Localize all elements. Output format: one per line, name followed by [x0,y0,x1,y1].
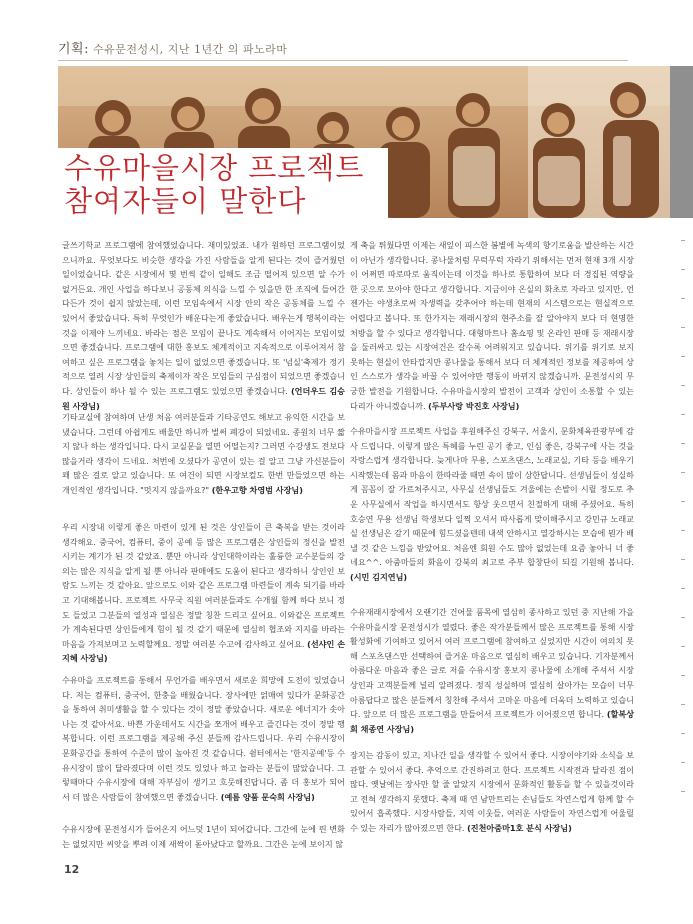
paragraph-left-2 [62,410,345,498]
paragraph-right-1 [350,238,634,413]
paragraph-text: 수유시장에 문전성시가 들어온지 어느덧 1년이 되어갑니다. 그간에 눈에 띈 변화는 없었지만 씨앗을 뿌려 이제 새싹이 돋아났다고 할까요. 그간은 눈에 보이지 않 [62,824,345,849]
photo-side-strip [670,66,693,218]
section-subtitle: 수유문전성시, 지난 1년간 의 파노라마 [93,43,288,56]
paragraph-text: 수유마을 프로젝트를 통해서 무언가를 배우면서 새로운 희망에 도전이 있었습니다. 저는 컴퓨터, 중국어, 한충을 배웠습니다. 장사에만 얽매여 있다가 문화공간을 통하여 취미생활을 할 수 있다는 것이 정말 좋았습니다. 새로운 에너지가 솟아나는 것 같아서요. 바쁜 가운데서도 시간을 쪼개어 배우고 즐긴다는 것이 정말 행복합니다. 이런 프로그램을 제공해 주신 분들께 감사드립니다. 우리 수유시장이 문화공간을 통하여 수준이 많이 높아진 것 같습니다. 쉼터에서는 '한지공예'등 수유시장이 많이 달라졌다며 이런 것도 있었나 하고 놀라는 분들이 많았습니다. 그렇때마다 수유시장에 대해 자부심이 생기고 흐뭇해진답니다. 좀 더 홍보가 되어서 더 많은 사람들이 참여했으면 좋겠습니다. [62,675,345,802]
section-header [58,38,658,57]
paragraph-left-1 [62,238,345,413]
page-number: 12 [64,863,80,876]
paragraph-author: (예름 양품 문숙희 사장님) [220,791,315,802]
paragraph-text: 게 축을 튀웠다면 이제는 새잎이 피스한 봄볕에 녹색의 향기로움을 발산하는 시간이 아닌가 생각합니다. 콩나물처럼 무럭무럭 자라기 위해서는 먼저 현재 3개 시장이 어쩌면 따로따로 움직이는데 이것을 하나로 통합하여 보다 더 경집된 역량을 한 곳으로 모아야 한다고 생각합니다. 지금이야 온실의 화초로 자라고 있지만, 언젠가는 야생초로써 자생력을 갖추어야 하는데 현재의 시스템으로는 현실적으로 어렵다고 봅니다. 또 한가지는 재래시장의 현주소를 잘 알아야지 보다 더 현명한 처방을 할 수 있다고 생각합니다. 대형마트나 홈쇼핑 및 온라인 판매 등 재래시장을 둘러싸고 있는 시장여건은 갈수록 어려워지고 있습니다. 위기를 위기로 보지 못하는 현실이 안타깝지만 콩나물을 통해서 보다 더 체계적인 정보를 제공하여 상인 스스로가 생각을 바꿀 수 있어야만 행동이 바뀌지 않겠습니까. 문전성시의 무궁한 발전을 기원합니다. 수유마을시장의 발전이 고객과 상인이 소통할 수 있는 다리가 아니겠습니까. [350,240,634,411]
title-line-2: 참여자들이 말한다 [64,184,307,218]
paragraph-author: (시민 김지연님) [350,571,408,582]
title-line-1: 수유마을시장 프로젝트 [64,151,365,185]
paragraph-left-4 [62,673,345,804]
paragraph-text: 수유재래시장에서 오랜기간 건어물 품목에 열심히 종사하고 있던 중 지난해 가을 수유마을시장 문전성시가 열렸다. 좋은 작가분들께서 많은 프로젝트를 통해 시장 활성화에 기여하고 있어서 여러 프로그램에 참여하고 싶었지만 시간이 여의치 못해 스포츠댄스만 선택하여 즐거운 마음으로 열심히 배우고 있습니다. 기자분께서 아름다운 마음과 좋은 글로 저를 수유시장 홍보지 콩나물에 소개해 주셔서 시장 상인과 고객분들께 널리 알려졌다. 정직 성실하며 열심히 살아가는 모습이 너무 아름답다고 많은 분들께서 칭찬해 주셔서 고마운 마음에 더욱더 노력하고 있습니다. 앞으로 더 많은 프로그램을 만들어서 프로젝트가 이어졌으면 합니다. [350,607,634,720]
paragraph-author: (한우고향 차영범 사장님) [211,484,303,495]
paragraph-author: (두부사랑 박진호 사장님) [428,400,520,411]
article-title [64,152,364,218]
paragraph-left-5 [62,822,345,851]
paragraph-author: (언더우드 김승원 사장님) [62,385,345,411]
paragraph-text: 우리 시장내 이렇게 좋은 마련이 있게 된 것은 상인들이 큰 축복을 받는 것이라 생각해요. 중국어, 컴퓨터, 중이 공예 등 많은 프로그램은 상인들의 정신을 발전 시키는 계기가 된 것 같았죠. 뿐만 아니라 상인대학이라는 훌륭한 교수분들의 강의는 많은 지식을 알게 될 뿐 아니라 판매에도 도움이 된다고 생각하니 상인인 보람도 느끼는 것 같아요. 앞으로도 이와 같은 프로그램 마련들이 계속 되기를 바라고 기대해봅니다. 프로젝트 사무국 직원 여러분들과도 수개월 함께 하다 보니 정도 들었고 그분들의 열성과 열심은 정말 칭찬 드리고 싶어요. 이와같은 프로젝트가 계속된다면 상인들에게 힘이 될 것 같기 때문에 열심히 협조와 지지를 바라는 마음을 가져보며고 노력할께요. 정말 여러분 수고에 감사하고 싶어요. [62,522,345,649]
paragraph-author: (할복상회 채종연 사장님) [350,709,635,734]
paragraph-right-3 [350,605,634,736]
margin-marks [681,240,687,860]
paragraph-right-4 [350,748,634,836]
section-label: 기획: [58,42,89,57]
paragraph-text: 기타교실에 참여하며 난생 처음 여러분들과 기타공연도 해보고 유익한 시간을 보냈습니다. 그런데 아쉽게도 배울만 하니까 벌써 폐강이 되었네요. 종원치 너무 짧지 않나 하는 생각입니다. 다시 교실문을 열면 어떨는지? 그러면 수강생도 전보다 많을거라 생각이 드네요. 처번에 오셨다가 공연이 있는 걸 알고 그냥 가신분들이 꽤 많은 걸로 알고 있습니다. 또 여건이 되면 시장보컬도 한번 만들었으면 하는 개인적인 생각입니다. "멋지지 않을까요?" [62,412,345,495]
paragraph-text: 수유마을시장 프로젝트 사업을 후원해주신 강북구, 서울시, 문화체육관광부에 감사 드립니다. 이렇게 많은 특혜를 누린 공기 좋고, 인심 좋은, 강북구에 사는 것을 자랑스럽게 생각합니다. 늦게나마 무용, 스포츠댄스, 노래교실, 기타 등을 배우기 시작했는데 몸과 마음이 한따라줄 때면 속이 많이 상한답니다. 선생님들이 성실하게 꼼꼼이 잘 가르쳐주시고, 사무실 선생님들도 겨울에는 손발이 시릴 정도로 추운 사무실에서 작업을 하시면서도 항상 웃으면서 친절하게 대해 주셨어요. 특히 호승연 무용 선생님 학생보다 일찍 오셔서 따사롭게 맞이해주시고 강민규 노래교실 선생님은 감기 때문에 힘드셨을텐데 내색 안하시고 열강하시는 모습에 뭔가 배낼 것 같은 느낌을 받았어요. 처음엔 회원 수도 많아 없었는데 요즘 놓아니 너 좋네요^^. 아줌마들의 화음이 강북의 최고로 주부 합창단이 되길 기원해 봅니다. [350,426,634,568]
paragraph-author: (선샤인 손지혜 사장님) [62,638,346,664]
header-rule [58,60,628,61]
paragraph-text: 글쓰기학교 프로그램에 참여했었습니다. 재미있었죠. 내가 원하던 프로그램이었으니까요. 무엇보다도 비슷한 생각을 가진 사람들을 알게 된다는 것이 즐거웠던 일이었습니다. 같은 시장에서 몇 번씩 같이 일해도 조금 떨어져 있으면 알 수가 없거든요. 개인 사업을 하다보니 공동체 의식을 느낄 수 있을만 한 조직에 들어간다든가 것이 쉽지 않았는데, 이런 모임속에서 시장 안의 작은 공동체를 느낄 수 있어서 좋았습니다. 특히 무엇인가 배운다는게 좋았습니다. 배우는게 행복이라는 것을 이제야 느끼네요. 바라는 점은 모임이 끝나도 계속해서 이어지는 모임이었으면 좋겠습니다. 프로그램에 대한 홍보도 체계적이고 지속적으로 이루어져서 참여하고 싶은 프로그램을 놓치는 일이 없었으면 좋겠습니다. 또 '넘실'축제가 정기적으로 열려 시장 상인들의 축제이자 작은 모임들의 구심점이 되었으면 좋겠습니다. 상인들이 하나 될 수 있는 프로그램도 있었으면 좋겠습니다. [62,240,345,396]
paragraph-author: (진천아줌마1호 분식 사장님) [467,822,572,833]
paragraph-left-3 [62,520,345,666]
paragraph-right-2 [350,424,634,585]
paragraph-text: 장지는 감동이 있고, 지나간 일을 생각할 수 있어서 좋다. 시장이야기와 소식을 보관할 수 있어서 좋다. 추억으로 간진하려고 한다. 프로젝트 시작전과 달라진 점이 많다. 옛날에는 장사만 할 줄 알았지 시장에서 문화적인 활동을 할 수 있을것이라고 전혀 생각하지 못했다. 축제 때 연 남만트리는 손님들도 자연스럽게 함께 할 수 있어서 흡족했다. 시장사람들, 지역 이웃들, 여러운 사람들이 자연스럽게 어울릴 수 있는 자리가 많아졌으면 한다. [350,750,634,833]
